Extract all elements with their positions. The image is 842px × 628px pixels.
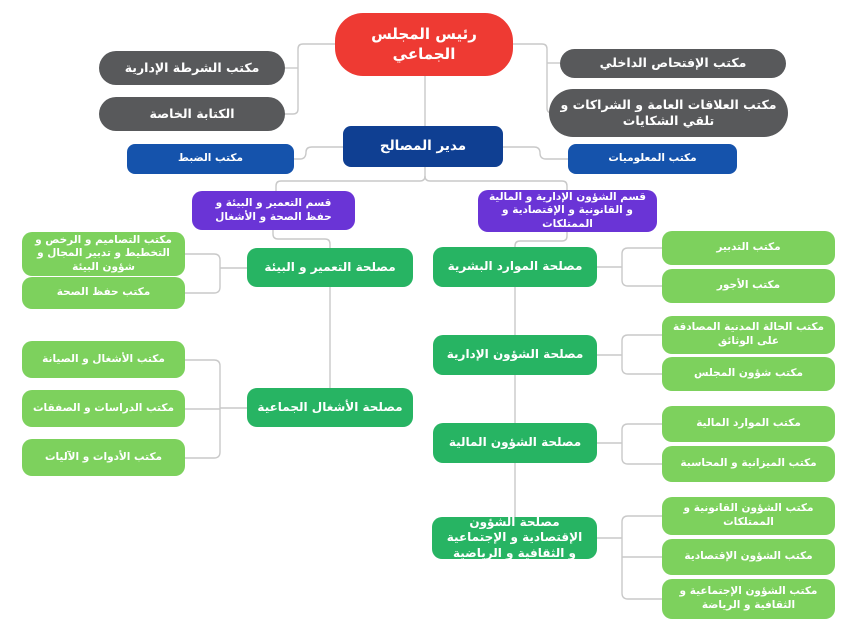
node-office-management: مكتب التدبير [662, 231, 835, 265]
node-president: رئيس المجلس الجماعي [335, 13, 513, 76]
node-registry-office: مكتب الضبط [127, 144, 294, 174]
node-internal-audit-office: مكتب الإفتحاص الداخلي [560, 49, 786, 78]
node-office-plans-permits: مكتب التصاميم و الرخص و التخطيط و تدبير المجال و شؤون البيئة [22, 232, 185, 276]
node-private-secretariat: الكتابة الخاصة [99, 97, 285, 131]
node-office-council-affairs: مكتب شؤون المجلس [662, 357, 835, 391]
node-office-civil-status: مكتب الحالة المدنية المصادقة على الوثائق [662, 316, 835, 354]
node-office-works-maintenance: مكتب الأشغال و الصيانة [22, 341, 185, 378]
node-office-wages: مكتب الأجور [662, 269, 835, 303]
node-office-economic-affairs: مكتب الشؤون الإقتصادية [662, 539, 835, 575]
node-office-hygiene: مكتب حفظ الصحة [22, 277, 185, 309]
node-public-relations-office: مكتب العلاقات العامة و الشراكات و تلقي الشكايات [549, 89, 788, 137]
node-services-director: مدير المصالح [343, 126, 503, 167]
node-service-communal-works: مصلحة الأشغال الجماعية [247, 388, 413, 427]
node-office-tools-machinery: مكتب الأدوات و الآليات [22, 439, 185, 476]
node-division-admin-financial: قسم الشؤون الإدارية و المالية و القانونية و الإقتصادية و الممتلكات [478, 190, 657, 232]
node-service-economic-social: مصلحة الشؤون الإقتصادية و الإجتماعية و الثقافية و الرياضية [432, 517, 597, 559]
node-office-financial-resources: مكتب الموارد المالية [662, 406, 835, 442]
node-admin-police-office: مكتب الشرطة الإدارية [99, 51, 285, 85]
node-office-studies-procurement: مكتب الدراسات و الصفقات [22, 390, 185, 427]
node-service-financial-affairs: مصلحة الشؤون المالية [433, 423, 597, 463]
node-office-budget-accounting: مكتب الميزانية و المحاسبة [662, 446, 835, 482]
node-service-admin-affairs: مصلحة الشؤون الإدارية [433, 335, 597, 375]
node-service-human-resources: مصلحة الموارد البشرية [433, 247, 597, 287]
node-it-office: مكتب المعلوميات [568, 144, 737, 174]
node-division-urbanism: قسم التعمير و البيئة و حفظ الصحة و الأشغال [192, 191, 355, 230]
node-service-urbanism-environment: مصلحة التعمير و البيئة [247, 248, 413, 287]
node-office-legal-property: مكتب الشؤون القانونية و الممتلكات [662, 497, 835, 535]
node-office-social-cultural-sports: مكتب الشؤون الإجتماعية و الثقافية و الرياضة [662, 579, 835, 619]
